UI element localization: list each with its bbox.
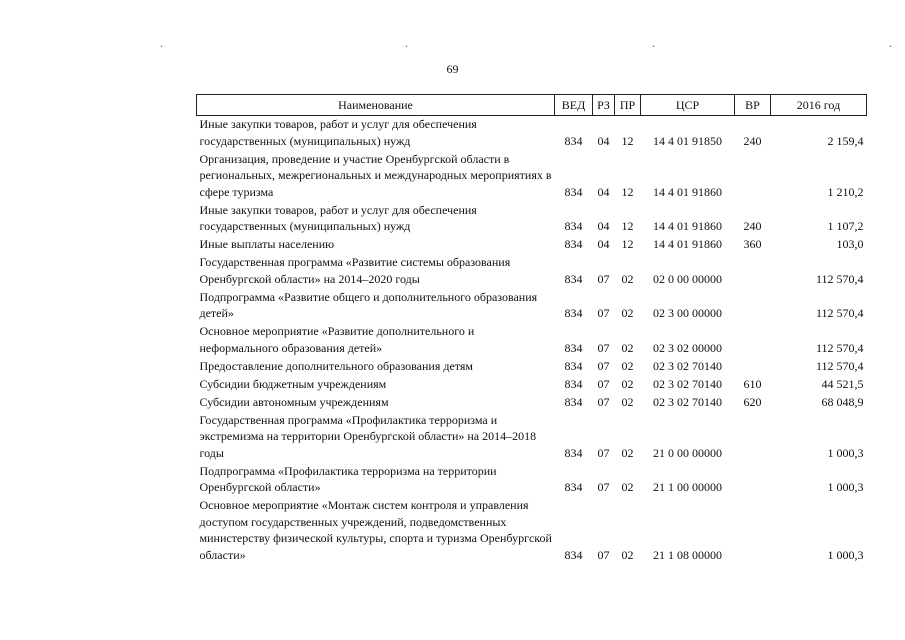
- cell-vr: [735, 497, 771, 565]
- cell-amount: 112 570,4: [815, 358, 864, 373]
- cell-amount: 1 000,3: [827, 480, 864, 494]
- header-pr: ПР: [615, 95, 641, 116]
- cell-rz: 04: [597, 133, 610, 148]
- cell-csr: 14 4 01 91850: [653, 133, 722, 148]
- table-row: [197, 289, 867, 324]
- cell-csr: 21 0 00 00000: [653, 445, 722, 460]
- header-name: Наименование: [197, 95, 555, 116]
- cell-name: Подпрограмма «Профилактика терроризма на территории Оренбургской области»: [199, 463, 497, 494]
- cell-pr: 02: [621, 445, 634, 460]
- cell-amount: 1 000,3: [827, 445, 864, 460]
- cell-vr: 610: [743, 376, 762, 391]
- header-rz: РЗ: [593, 95, 615, 116]
- cell-pr: 12: [621, 133, 634, 148]
- cell-ved: 834: [564, 445, 583, 460]
- cell-amount: 112 570,4: [815, 271, 864, 286]
- cell-amount: 1 210,2: [827, 184, 864, 199]
- cell-pr: 12: [621, 219, 634, 233]
- cell-vr: [735, 463, 771, 498]
- cell-csr: 02 3 02 70140: [653, 376, 722, 391]
- cell-ved: 834: [564, 306, 583, 320]
- table-row: [197, 116, 867, 151]
- cell-csr: 14 4 01 91860: [653, 237, 722, 251]
- cell-rz: 07: [597, 394, 610, 409]
- cell-csr: 14 4 01 91860: [653, 184, 722, 199]
- header-vr: ВР: [735, 95, 771, 116]
- cell-amount: 112 570,4: [815, 306, 864, 320]
- cell-name: Предоставление дополнительного образования детям: [199, 358, 473, 373]
- cell-name: Организация, проведение и участие Оренбургской области в региональных, межрегиональных и международных мероприятиях в сфере туризма: [199, 151, 552, 199]
- cell-ved: 834: [564, 358, 583, 373]
- cell-amount: 103,0: [836, 237, 864, 251]
- cell-vr: [735, 358, 771, 376]
- cell-vr: 360: [743, 237, 762, 251]
- cell-pr: 02: [621, 306, 634, 320]
- table-row: [197, 323, 867, 358]
- cell-name: Государственная программа «Развитие системы образования Оренбургской области» на 2014–2020 годы: [199, 255, 511, 286]
- cell-vr: 240: [743, 133, 762, 148]
- cell-ved: 834: [564, 547, 583, 562]
- cell-name: Основное мероприятие «Развитие дополнительного и неформального образования детей»: [199, 324, 475, 355]
- cell-rz: 07: [597, 547, 610, 562]
- cell-vr: [735, 151, 771, 202]
- cell-rz: 07: [597, 445, 610, 460]
- cell-pr: 02: [621, 376, 634, 391]
- cell-pr: 02: [621, 547, 634, 562]
- cell-name: Подпрограмма «Развитие общего и дополнительного образования детей»: [199, 289, 538, 320]
- cell-vr: [735, 412, 771, 463]
- page-number: 69: [446, 62, 459, 76]
- scan-dot: .: [889, 36, 892, 50]
- cell-pr: 02: [621, 394, 634, 409]
- cell-csr: 21 1 08 00000: [653, 547, 722, 562]
- cell-rz: 04: [597, 237, 610, 251]
- cell-name: Иные выплаты населению: [199, 237, 335, 251]
- cell-amount: 1 107,2: [827, 219, 864, 233]
- cell-rz: 04: [597, 184, 610, 199]
- cell-rz: 07: [597, 480, 610, 494]
- cell-csr: 02 3 00 00000: [653, 306, 722, 320]
- cell-rz: 07: [597, 376, 610, 391]
- cell-rz: 07: [597, 271, 610, 286]
- table-row: [197, 463, 867, 498]
- cell-csr: 02 3 02 00000: [653, 340, 722, 355]
- cell-pr: 02: [621, 271, 634, 286]
- cell-amount: 112 570,4: [815, 340, 864, 355]
- cell-pr: 12: [621, 184, 634, 199]
- table-row: [197, 394, 867, 412]
- table-row: [197, 151, 867, 202]
- budget-table: [196, 94, 867, 565]
- cell-amount: 2 159,4: [827, 133, 864, 148]
- cell-ved: 834: [564, 340, 583, 355]
- header-year: 2016 год: [771, 95, 867, 116]
- cell-pr: 02: [621, 480, 634, 494]
- cell-vr: [735, 254, 771, 289]
- cell-ved: 834: [564, 394, 583, 409]
- cell-name: Субсидии автономным учреждениям: [199, 394, 389, 409]
- cell-ved: 834: [564, 271, 583, 286]
- table-body: [197, 116, 867, 565]
- cell-ved: 834: [564, 219, 583, 233]
- cell-rz: 04: [597, 219, 610, 233]
- cell-pr: 12: [621, 237, 634, 251]
- scan-dot: .: [652, 36, 655, 50]
- cell-ved: 834: [564, 480, 583, 494]
- table-row: [197, 412, 867, 463]
- cell-vr: [735, 289, 771, 324]
- cell-amount: 44 521,5: [821, 376, 864, 391]
- cell-name: Иные закупки товаров, работ и услуг для обеспечения государственных (муниципальных) нужд: [199, 117, 477, 148]
- table-row: [197, 254, 867, 289]
- cell-csr: 02 3 02 70140: [653, 358, 722, 373]
- cell-vr: 240: [743, 219, 762, 233]
- cell-name: Иные закупки товаров, работ и услуг для обеспечения государственных (муниципальных) нужд: [199, 202, 477, 233]
- cell-amount: 1 000,3: [827, 547, 864, 562]
- cell-ved: 834: [564, 237, 583, 251]
- cell-csr: 14 4 01 91860: [653, 219, 722, 233]
- table-row: [197, 202, 867, 237]
- cell-vr: 620: [743, 394, 762, 409]
- table-row: [197, 236, 867, 254]
- cell-ved: 834: [564, 133, 583, 148]
- header-csr: ЦСР: [641, 95, 735, 116]
- cell-pr: 02: [621, 340, 634, 355]
- cell-ved: 834: [564, 184, 583, 199]
- table-row: [197, 376, 867, 394]
- cell-vr: [735, 323, 771, 358]
- table-row: [197, 358, 867, 376]
- cell-amount: 68 048,9: [821, 394, 864, 409]
- cell-ved: 834: [564, 376, 583, 391]
- cell-rz: 07: [597, 306, 610, 320]
- header-ved: ВЕД: [555, 95, 593, 116]
- cell-name: Государственная программа «Профилактика терроризма и экстремизма на территории Оренбургской области» на 2014–2018 годы: [199, 412, 537, 460]
- cell-name: Субсидии бюджетным учреждениям: [199, 376, 387, 391]
- cell-rz: 07: [597, 340, 610, 355]
- cell-csr: 02 3 02 70140: [653, 394, 722, 409]
- cell-csr: 02 0 00 00000: [653, 271, 722, 286]
- cell-csr: 21 1 00 00000: [653, 480, 722, 494]
- cell-pr: 02: [621, 358, 634, 373]
- table-row: [197, 497, 867, 565]
- scan-dot: .: [405, 36, 408, 50]
- cell-rz: 07: [597, 358, 610, 373]
- scan-dot: .: [160, 36, 163, 50]
- cell-name: Основное мероприятие «Монтаж систем контроля и управления доступом государственных учреждений, подведомственных министерству физической культуры, спорта и туризма Оренбургской области»: [199, 498, 552, 562]
- table-header-row: [197, 95, 867, 116]
